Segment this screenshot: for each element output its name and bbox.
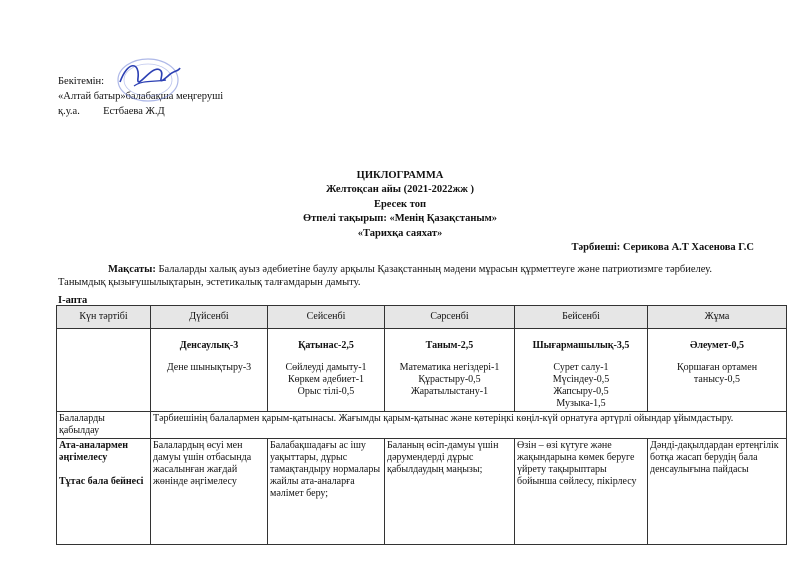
focus-item: Жапсыру-0,5 bbox=[553, 386, 609, 397]
doc-title: ЦИКЛОГРАММА bbox=[356, 170, 444, 181]
focus-title: Қатынас-2,5 bbox=[298, 340, 354, 351]
focus-item: Көркем әдебиет-1 bbox=[287, 374, 365, 385]
focus-item: Сөйлеуді дамыту-1 bbox=[285, 362, 367, 373]
focus-title: Таным-2,5 bbox=[425, 340, 474, 351]
focus-cell-thursday bbox=[515, 329, 648, 412]
table-row bbox=[57, 412, 787, 439]
focus-item: Музыка-1,5 bbox=[556, 398, 606, 409]
parents-cell-monday: Балалардың өсуі мен дамуы үшін отбасында жасалынған жағдай жөнінде әңгімелесу bbox=[151, 439, 268, 545]
focus-item: Орыс тілі-0,5 bbox=[297, 386, 355, 397]
header-tuesday: Сейсенбі bbox=[268, 306, 385, 329]
week-label: І-апта bbox=[58, 295, 88, 306]
cyclogram-table bbox=[56, 305, 787, 545]
doc-group: Ересек топ bbox=[373, 199, 427, 210]
parents-cell-tuesday: Балабақшадағы ас ішу уақыттары, дұрыс тамақтандыру нормалары жайлы ата-аналарға мәлімет беру; bbox=[268, 439, 385, 545]
focus-title: Шығармашылық-3,5 bbox=[532, 340, 630, 351]
approval-line-3 bbox=[58, 104, 223, 119]
parents-cell-wednesday: Баланың өсіп-дамуы үшін дәрумендерді дұрыс қабылдаудың маңызы; bbox=[385, 439, 515, 545]
signature-stamp-icon bbox=[108, 52, 188, 104]
focus-cell-wednesday bbox=[385, 329, 515, 412]
parents-cell-thursday: Өзін – өзі күтуге және жақындарына көмек беруге үйрету тақырыптары бойынша сөйлесу, пікірлесу bbox=[515, 439, 648, 545]
focus-item: Жаратылыстану-1 bbox=[410, 386, 489, 397]
focus-item: Математика негіздері-1 bbox=[399, 362, 500, 373]
focus-item: танысу-0,5 bbox=[693, 374, 741, 385]
focus-item: Сурет салу-1 bbox=[553, 362, 609, 373]
focus-cell-friday bbox=[648, 329, 787, 412]
table-row bbox=[57, 329, 787, 412]
focus-cell-monday bbox=[151, 329, 268, 412]
doc-subtopic: «Тарихқа саяхат» bbox=[357, 228, 443, 239]
header-monday: Дүйсенбі bbox=[151, 306, 268, 329]
focus-item: Құрастыру-0,5 bbox=[418, 374, 481, 385]
row-label-parents: Ата-аналармен әңгімелесу Тұтас бала бейнесі bbox=[57, 439, 151, 545]
focus-cell-tuesday bbox=[268, 329, 385, 412]
head-name: Естбаева Ж.Д bbox=[103, 106, 165, 117]
table-header-row bbox=[57, 306, 787, 329]
parents-cell-friday: Дәнді-дақылдардан ертеңгілік ботқа жасап берудің бала денсаулығына пайдасы bbox=[648, 439, 787, 545]
goal-block bbox=[58, 263, 758, 289]
goal-text-1: Балаларды халық ауыз әдебиетіне баулу арқылы Қазақстанның мәдени мұрасын құрметтеуге және патриотизмге тәрбиелеу. bbox=[155, 264, 712, 275]
goal-text-2: Танымдық қызығушылықтарын, эстетикалық талғамдарын дамыту. bbox=[58, 277, 361, 288]
doc-month: Желтоқсан айы (2021-2022жж ) bbox=[326, 184, 474, 195]
reception-text: Тәрбиешінің балалармен қарым-қатынасы. Жағымды қарым-қатынас және көтеріңкі көңіл-күй орнатуға әртүрлі ойындар ұйымдастыру. bbox=[151, 412, 787, 439]
focus-item: Мүсіндеу-0,5 bbox=[552, 374, 610, 385]
focus-title: Әлеумет-0,5 bbox=[689, 340, 745, 351]
header-schedule: Күн тәртібі bbox=[57, 306, 151, 329]
approval-line-2: «Алтай батыр»балабақша меңгерушi bbox=[58, 91, 224, 102]
focus-item: Дене шынықтыру-3 bbox=[166, 362, 252, 373]
empty-cell bbox=[57, 329, 151, 412]
focus-item: Қоршаған ортамен bbox=[676, 362, 758, 373]
focus-title: Денсаулық-3 bbox=[179, 340, 239, 351]
header-thursday: Бейсенбі bbox=[515, 306, 648, 329]
goal-label: Мақсаты: bbox=[108, 264, 156, 275]
teachers-line: Тәрбиеші: Серикова А.Т Хасенова Г.С bbox=[571, 242, 754, 253]
header-friday: Жұма bbox=[648, 306, 787, 329]
acting-label: қ.у.а. bbox=[58, 106, 80, 117]
approval-line-1: Бекітемін: bbox=[58, 76, 105, 87]
doc-topic: Өтпелі тақырып: «Менің Қазақстаным» bbox=[302, 213, 497, 224]
header-wednesday: Сәрсенбі bbox=[385, 306, 515, 329]
table-row bbox=[57, 439, 787, 545]
row-label-reception: Балаларды қабылдау bbox=[57, 412, 151, 439]
